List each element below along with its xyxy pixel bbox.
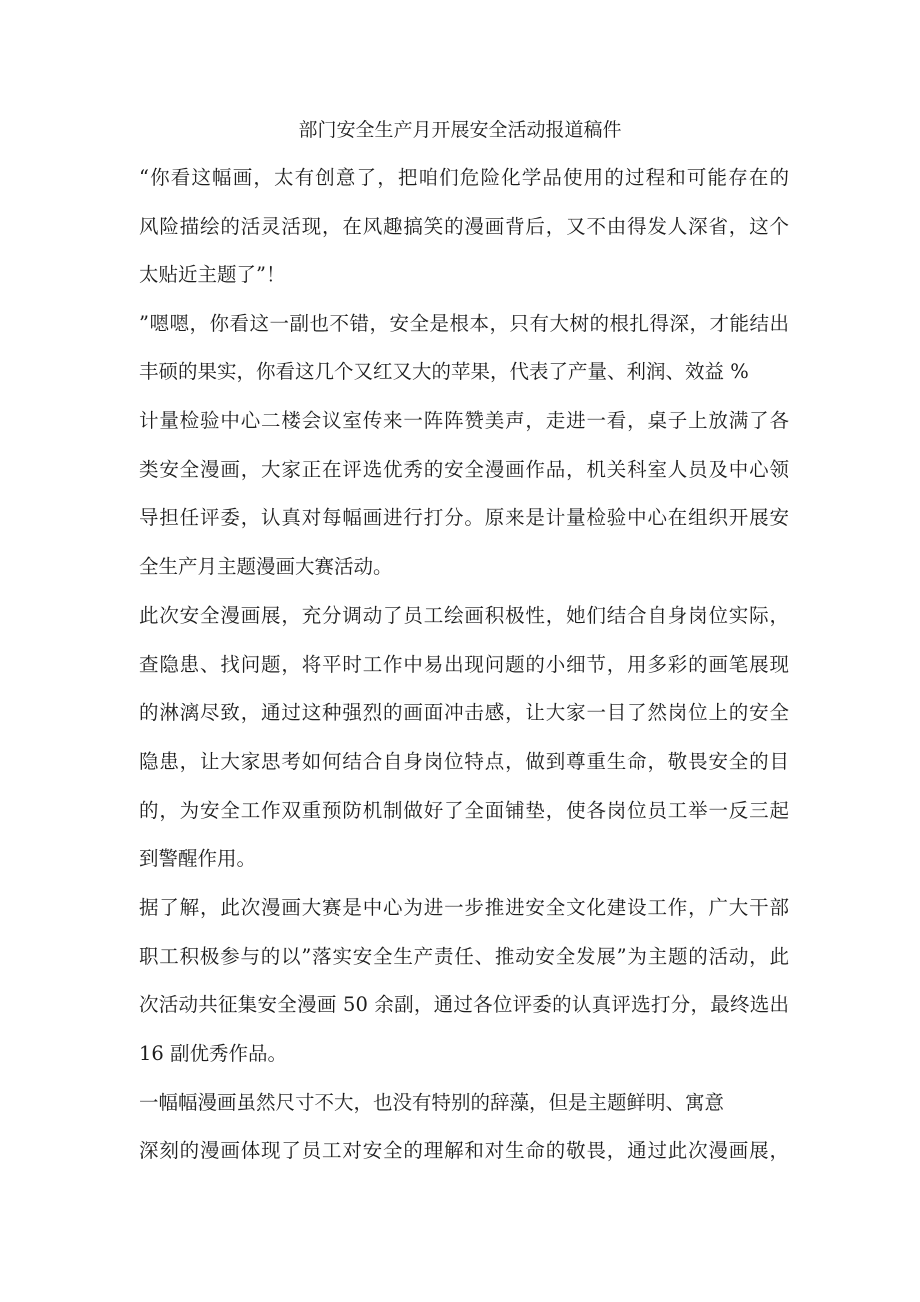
body-line: 全生产月主题漫画大赛活动。 (139, 555, 393, 578)
body-line: 查隐患、找问题，将平时工作中易出现问题的小细节，用多彩的画笔展现 (139, 653, 789, 676)
body-line: 计量检验中心二楼会议室传来一阵阵赞美声，走进一看，桌子上放满了各 (139, 409, 789, 432)
body-line: 深刻的漫画体现了员工对安全的理解和对生命的敬畏，通过此次漫画展， (139, 1139, 789, 1162)
body-line: 风险描绘的活灵活现，在风趣搞笑的漫画背后，又不由得发人深省，这个 (139, 215, 789, 238)
document-title: 部门安全生产月开展安全活动报道稿件 (298, 119, 622, 141)
body-line: 16 副优秀作品。 (139, 1042, 288, 1065)
body-line: 的淋漓尽致，通过这种强烈的画面冲击感，让大家一目了然岗位上的安全 (139, 701, 789, 724)
body-line: “你看这幅画，太有创意了，把咱们危险化学品使用的过程和可能存在的 (139, 166, 789, 189)
body-line: 太贴近主题了”！ (139, 263, 286, 286)
body-line: 次活动共征集安全漫画 50 余副，通过各位评委的认真评选打分，最终选出 (139, 993, 789, 1016)
body-line: 隐患，让大家思考如何结合自身岗位特点，做到尊重生命，敬畏安全的目 (139, 750, 789, 773)
body-line: 导担任评委，认真对每幅画进行打分。原来是计量检验中心在组织开展安 (139, 506, 789, 529)
body-line: 丰硕的果实，你看这几个又红又大的苹果，代表了产量、利润、效益 % (139, 360, 749, 383)
body-line: 此次安全漫画展，充分调动了员工绘画积极性，她们结合自身岗位实际， (139, 604, 789, 627)
body-line: 类安全漫画，大家正在评选优秀的安全漫画作品，机关科室人员及中心领 (139, 458, 789, 481)
body-line: 的，为安全工作双重预防机制做好了全面铺垫，使各岗位员工举一反三起 (139, 799, 789, 822)
body-line: ”嗯嗯，你看这一副也不错，安全是根本，只有大树的根扎得深，才能结出 (139, 312, 789, 335)
body-line: 到警醒作用。 (139, 847, 257, 870)
body-line: 据了解，此次漫画大赛是中心为进一步推进安全文化建设工作，广大干部 (139, 896, 789, 919)
body-line: 一幅幅漫画虽然尺寸不大，也没有特别的辞藻，但是主题鲜明、寓意 (139, 1091, 725, 1114)
body-line: 职工积极参与的以”落实安全生产责任、推动安全发展”为主题的活动，此 (139, 945, 789, 968)
